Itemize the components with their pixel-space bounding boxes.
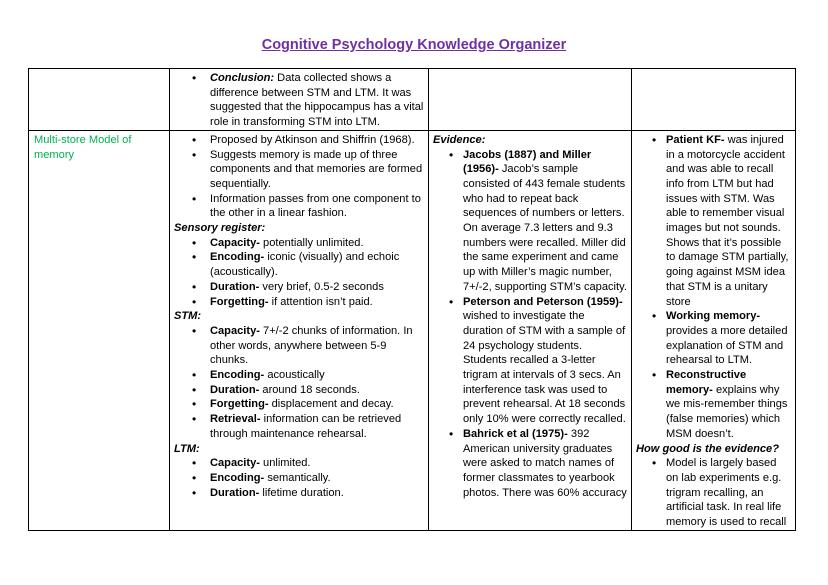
evidence-cell xyxy=(429,69,632,131)
page-title: Cognitive Psychology Knowledge Organizer xyxy=(261,37,567,53)
evaluation-cell xyxy=(632,130,796,530)
list-item: • Forgetting- if attention isn’t paid. xyxy=(174,295,424,310)
content-cell xyxy=(170,69,429,131)
evidence-cell xyxy=(429,130,632,530)
list-item: • Conclusion: Data collected shows a difference between STM and LTM. It was suggested that the hippocampus has a vital role in transforming STM into LTM. xyxy=(174,71,424,130)
list-item: • Information passes from one component to the other in a linear fashion. xyxy=(174,192,424,221)
section-heading: STM: xyxy=(174,310,202,323)
list-item: • Retrieval- information can be retrieved through maintenance rehearsal. xyxy=(174,412,424,441)
table-row xyxy=(29,69,796,131)
list-item: • Capacity- potentially unlimited. xyxy=(174,236,424,251)
list-item: • Bahrick et al (1975)- 392 American university graduates were asked to match names of former classmates to yearbook photos. There was 60% accuracy xyxy=(433,427,627,501)
list-item: • Encoding- semantically. xyxy=(174,471,424,486)
section-heading: Evidence: xyxy=(433,133,486,146)
list-item: • Patient KF- was injured in a motorcycle accident and was able to recall info from LTM but had issues with STM. Was able to remember visual images but not sounds. Shows that it’s possible to damage STM partially, going against MSM idea that STM is a unitary store xyxy=(636,133,791,309)
list-item: • Encoding- acoustically xyxy=(174,368,424,383)
list-item: • Suggests memory is made up of three components and that memories are formed sequentially. xyxy=(174,148,424,192)
topic-cell xyxy=(29,69,170,131)
list-item: • Forgetting- displacement and decay. xyxy=(174,397,424,412)
list-item: • Encoding- iconic (visually) and echoic (acoustically). xyxy=(174,250,424,279)
knowledge-table xyxy=(28,68,796,531)
list-item: • Model is largely based on lab experiments e.g. trigram recalling, an artificial task. In real life memory is used to recall xyxy=(636,456,791,530)
list-item: • Duration- around 18 seconds. xyxy=(174,383,424,398)
list-item: • Capacity- unlimited. xyxy=(174,456,424,471)
list-item: • Duration- very brief, 0.5-2 seconds xyxy=(174,280,424,295)
topic-label: Multi-store Model of memory xyxy=(29,130,170,530)
table-row xyxy=(29,130,796,530)
section-heading: Sensory register: xyxy=(174,222,266,235)
list-item: • Capacity- 7+/-2 chunks of information. In other words, anywhere between 5-9 chunks. xyxy=(174,324,424,368)
section-heading: How good is the evidence? xyxy=(636,442,780,455)
list-item: • Duration- lifetime duration. xyxy=(174,486,424,501)
list-item: • Jacobs (1887) and Miller (1956)- Jacob’s sample consisted of 443 female students who had to repeat back sequences of numbers or letters. On average 7.3 letters and 9.3 numbers were recalled. Miller did the same experiment and came up with Miller’s magic number, 7+/-2, supporting STM’s capacity. xyxy=(433,148,627,295)
list-item: • Reconstructive memory- explains why we mis-remember things (false memories) which MSM doesn’t. xyxy=(636,368,791,442)
evaluation-cell xyxy=(632,69,796,131)
section-heading: LTM: xyxy=(174,442,200,455)
list-item: • Peterson and Peterson (1959)- wished to investigate the duration of STM with a sample of 24 psychology students. Students recalled a 3-letter trigram at intervals of 3 secs. An interference task was used to prevent rehearsal. At 18 seconds only 10% were correctly recalled. xyxy=(433,295,627,427)
list-item: • Working memory- provides a more detailed explanation of STM and rehearsal to LTM. xyxy=(636,309,791,368)
content-cell xyxy=(170,130,429,530)
list-item: • Proposed by Atkinson and Shiffrin (1968). xyxy=(174,133,424,148)
